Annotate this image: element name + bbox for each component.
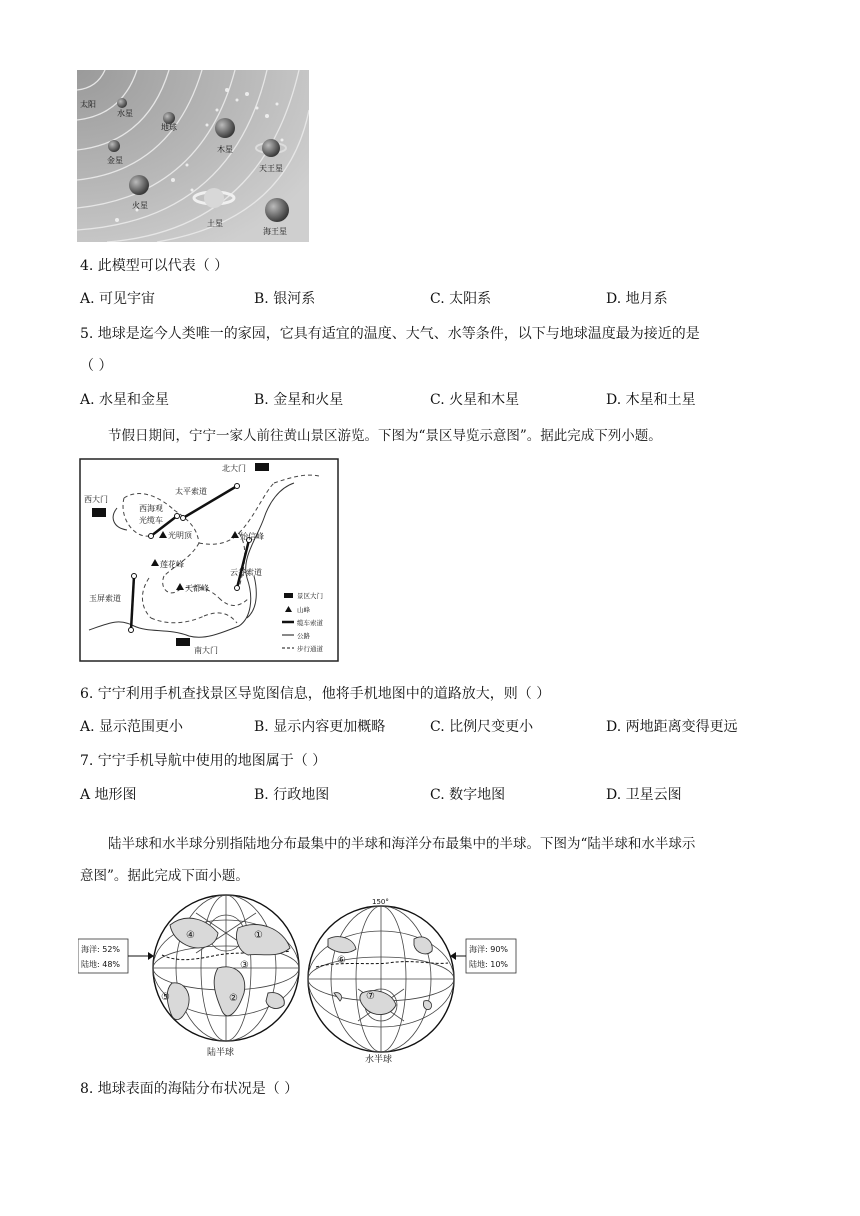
marker-4: ④	[186, 930, 195, 941]
map-label-lianhua: 莲花峰	[160, 560, 184, 569]
solar-system-figure	[77, 70, 309, 242]
map-label-yungu: 云谷索道	[230, 568, 262, 577]
mars-icon	[129, 175, 149, 195]
question-5-cont: （ ）	[80, 358, 113, 374]
planet-label: 天王星	[259, 164, 283, 173]
mercury-icon	[117, 98, 127, 108]
map-label-guanguang: 光缆车	[139, 516, 163, 525]
legend-peak: 山峰	[297, 606, 310, 614]
saturn-icon	[204, 188, 224, 208]
q7-option-b: B. 行政地图	[254, 787, 330, 803]
q5-option-a: A. 水星和金星	[80, 392, 170, 408]
map-label-yuping: 玉屏索道	[89, 594, 121, 603]
q7-option-a: A 地形图	[80, 787, 137, 803]
map-label-taiping: 太平索道	[175, 487, 207, 496]
q5-option-b: B. 金星和火星	[254, 392, 344, 408]
planet-label: 木星	[217, 145, 233, 154]
q7-option-c: C. 数字地图	[430, 787, 506, 803]
legend-cableway: 缆车索道	[297, 619, 323, 627]
water-ocean-label: 海洋: 90%	[469, 945, 509, 954]
marker-3: ③	[240, 960, 249, 971]
scenic-map-figure	[79, 458, 341, 664]
uranus-icon	[262, 139, 280, 157]
intro-hemisphere-line1: 陆半球和水半球分别指陆地分布最集中的半球和海洋分布最集中的半球。下图为“陆半球和水半球示	[108, 836, 696, 852]
legend-gate: 景区大门	[297, 592, 323, 600]
marker-6: ⑥	[337, 955, 346, 966]
q6-option-b: B. 显示内容更加概略	[254, 719, 386, 735]
planet-label: 海王星	[263, 227, 287, 236]
map-label-tiandu: 天都峰	[185, 584, 209, 593]
planet-label: 地球	[161, 123, 177, 132]
q5-option-d: D. 木星和土星	[606, 392, 696, 408]
legend-path: 步行通道	[297, 645, 323, 653]
planet-label: 土星	[207, 219, 223, 228]
land-hemisphere-caption: 陆半球	[207, 1048, 235, 1058]
q4-option-a: A. 可见宇宙	[80, 291, 156, 307]
map-label-south-gate: 南大门	[194, 646, 218, 655]
neptune-icon	[265, 198, 289, 222]
planet-label: 金星	[107, 156, 123, 165]
q4-option-d: D. 地月系	[606, 291, 668, 307]
question-8: 8. 地球表面的海陆分布状况是（ ）	[80, 1081, 299, 1097]
venus-icon	[108, 140, 120, 152]
legend-road: 公路	[297, 632, 310, 640]
q6-option-d: D. 两地距离变得更远	[606, 719, 738, 735]
question-7: 7. 宁宁手机导航中使用的地图属于（ ）	[80, 753, 327, 769]
sun-label: 太阳	[80, 100, 96, 109]
intro-hemisphere-line2: 意图”。据此完成下面小题。	[80, 868, 249, 884]
intro-huangshan: 节假日期间，宁宁一家人前往黄山景区游览。下图为“景区导览示意图”。据此完成下列小题。	[108, 428, 662, 444]
marker-5: ⑤	[161, 992, 170, 1003]
q6-option-a: A. 显示范围更小	[80, 719, 184, 735]
map-label-west-gate: 西大门	[84, 495, 108, 504]
water-land-label: 陆地: 10%	[469, 960, 509, 969]
marker-1: ①	[254, 930, 263, 941]
planet-label: 水星	[117, 109, 133, 118]
q4-option-b: B. 银河系	[254, 291, 316, 307]
water-hemisphere	[308, 898, 516, 1065]
map-label-shixin: 始信峰	[240, 532, 264, 541]
jupiter-icon	[215, 118, 235, 138]
q5-option-c: C. 火星和木星	[430, 392, 520, 408]
land-land-label: 陆地: 48%	[81, 960, 121, 969]
q4-option-c: C. 太阳系	[430, 291, 492, 307]
question-5: 5. 地球是迄今人类唯一的家园，它具有适宜的温度、大气、水等条件，以下与地球温度最为接近的是	[80, 326, 700, 342]
marker-7: ⑦	[366, 991, 375, 1002]
q6-option-c: C. 比例尺变更小	[430, 719, 534, 735]
map-label-north-gate: 北大门	[222, 464, 246, 473]
water-top-tick: 150°	[372, 898, 389, 906]
question-4: 4. 此模型可以代表（ ）	[80, 258, 229, 274]
map-label-guangmingding: 光明顶	[168, 531, 192, 540]
q7-option-d: D. 卫星云图	[606, 787, 682, 803]
planet-label: 火星	[132, 201, 148, 210]
land-ocean-label: 海洋: 52%	[81, 945, 121, 954]
water-hemisphere-caption: 水半球	[365, 1055, 393, 1065]
marker-2: ②	[229, 993, 238, 1004]
map-label-xihai: 西海观	[139, 504, 163, 513]
question-6: 6. 宁宁利用手机查找景区导览图信息，他将手机地图中的道路放大，则（ ）	[80, 686, 551, 702]
hemispheres-figure	[78, 893, 538, 1065]
land-hemisphere	[78, 895, 299, 1058]
